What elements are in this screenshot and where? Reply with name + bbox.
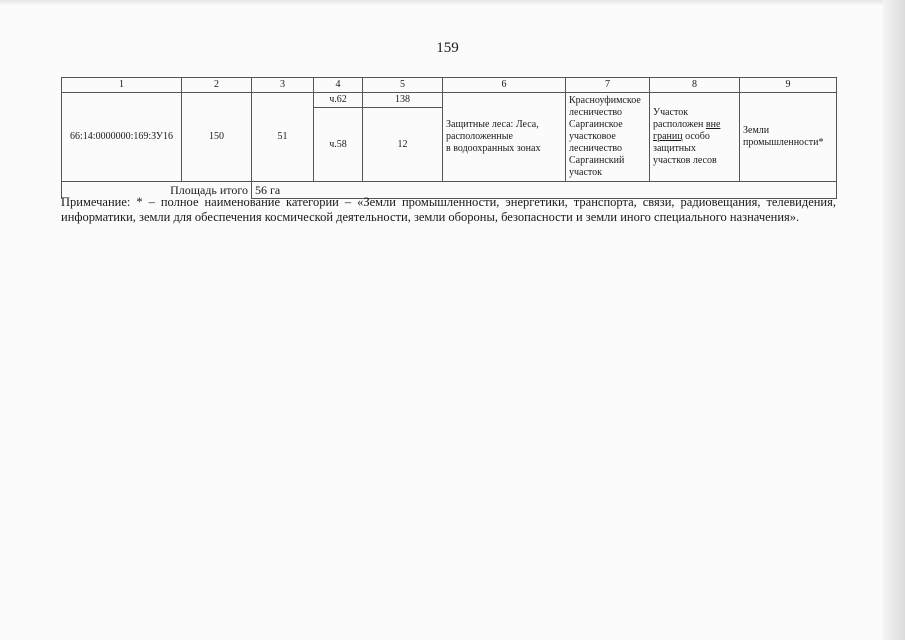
- allotment-cell: 51: [252, 93, 314, 182]
- location-line: особо: [682, 131, 710, 142]
- land-plot-table: [61, 77, 837, 199]
- total-value: 56 га: [252, 182, 837, 199]
- forestry-line: лесничество: [569, 107, 622, 118]
- table-row: [62, 93, 837, 108]
- land-category-cell: [740, 93, 837, 182]
- category-line: Земли: [743, 125, 770, 136]
- location-line: участков лесов: [653, 155, 717, 166]
- location-line: расположен: [653, 119, 706, 130]
- location-underlined: вне: [705, 119, 721, 130]
- column-number: 2: [182, 78, 252, 93]
- forestry-line: участок: [569, 167, 603, 178]
- column-number: 5: [363, 78, 443, 93]
- part-cell: ч.62: [314, 93, 363, 108]
- purpose-line: расположенные: [446, 131, 513, 142]
- purpose-line: в водоохранных зонах: [446, 143, 541, 154]
- forestry-line: Красноуфимское: [569, 95, 641, 106]
- part-cell: ч.58: [314, 108, 363, 182]
- location-line: Участок: [653, 107, 689, 118]
- location-cell: [650, 93, 740, 182]
- footnote: Примечание: * – полное наименование категории – «Земли промышленности, энергетики, транспорта, связи, радиовещания, телевидения, информатики, земли для обеспечения космической деятельности, земли обороны, безопасности и земли иного специального назначения».: [61, 195, 836, 224]
- forestry-line: участковое: [569, 131, 616, 142]
- column-number: 9: [740, 78, 837, 93]
- page-number: 159: [436, 40, 459, 56]
- cadastral-number-cell: 66:14:0000000:169:ЗУ16: [62, 93, 182, 182]
- column-number: 7: [566, 78, 650, 93]
- table-header-row: [62, 78, 837, 93]
- forestry-cell: [566, 93, 650, 182]
- part-area-cell: 12: [363, 108, 443, 182]
- location-line: защитных: [653, 143, 696, 154]
- forest-purpose-cell: [443, 93, 566, 182]
- forestry-line: Саргаинский: [569, 155, 625, 166]
- column-number: 4: [314, 78, 363, 93]
- total-label: Площадь итого: [62, 182, 252, 199]
- quarter-cell: 150: [182, 93, 252, 182]
- column-number: 1: [62, 78, 182, 93]
- forestry-line: лесничество: [569, 143, 622, 154]
- page-top-shadow: [0, 0, 905, 6]
- category-line: промышленности*: [743, 137, 824, 148]
- column-number: 3: [252, 78, 314, 93]
- purpose-line: Защитные леса: Леса,: [446, 119, 539, 130]
- column-number: 8: [650, 78, 740, 93]
- location-underlined: границ: [653, 131, 683, 142]
- page-edge-shadow: [883, 0, 905, 640]
- forestry-line: Саргаинское: [569, 119, 623, 130]
- column-number: 6: [443, 78, 566, 93]
- part-area-cell: 138: [363, 93, 443, 108]
